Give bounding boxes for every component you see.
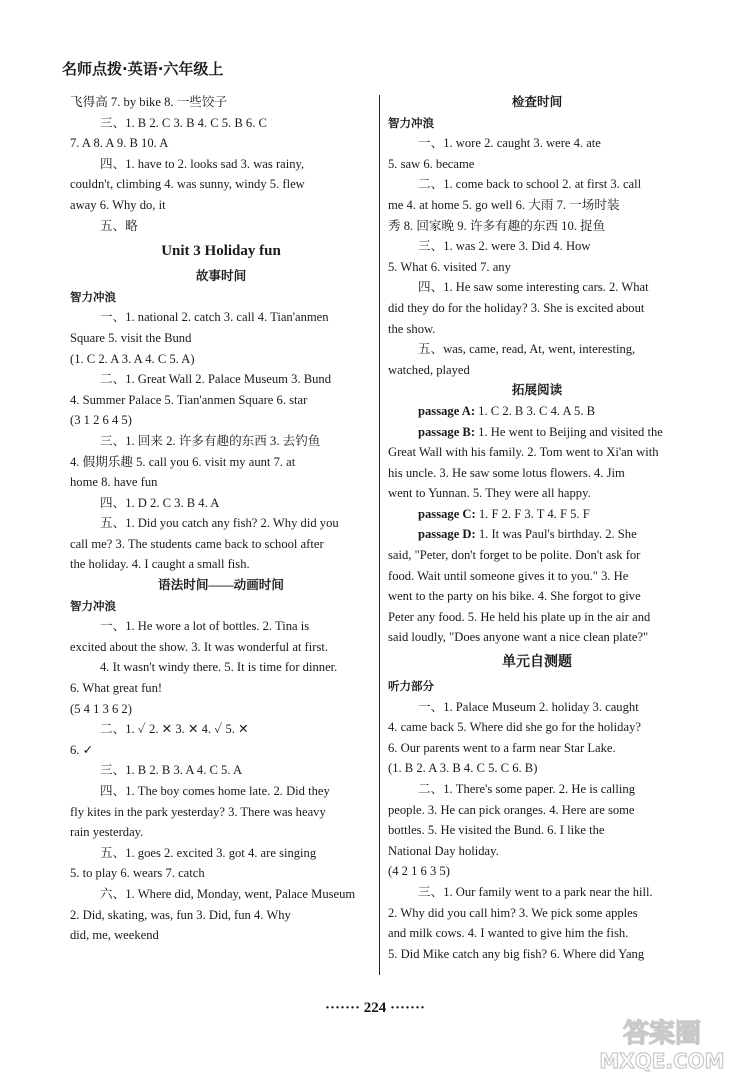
page-number: 224 [363, 1000, 387, 1016]
left-answer-column [70, 92, 372, 946]
left-column-line: did, me, weekend [70, 928, 159, 943]
passage-answers: 1. F 2. F 3. T 4. F 5. F [475, 506, 590, 521]
passage-answers: 1. It was Paul's birthday. 2. She [475, 527, 637, 542]
right-column-line: 拓展阅读 [511, 383, 563, 398]
right-column-line: said loudly, "Does anyone want a nice clean plate?" [388, 630, 649, 645]
right-column-line: (4 2 1 6 3 5) [388, 864, 450, 879]
left-column-line: 飞得高 7. by bike 8. 一些饺子 [70, 95, 228, 109]
right-column-line: 单元自测题 [502, 654, 572, 671]
right-column-line: 5. saw 6. became [388, 156, 475, 171]
left-column-line: 五、1. Did you catch any fish? 2. Why did you [100, 516, 339, 531]
right-column-line: 五、was, came, read, At, went, interesting, [418, 342, 636, 357]
right-column-line: Peter any food. 5. He held his plate up in the air and [388, 609, 651, 624]
right-column-line: 6. Our parents went to a farm near Star Lake. [388, 740, 616, 755]
left-column-line: 四、1. have to 2. looks sad 3. was rainy, [100, 156, 305, 171]
left-column-line: 智力冲浪 [70, 289, 116, 304]
left-column-line: (3 1 2 6 4 5) [70, 413, 132, 428]
right-column-line: said, "Peter, don't forget to be polite. Don't ask for [388, 548, 641, 563]
right-column-line: 智力冲浪 [388, 115, 434, 130]
right-column-line: 三、1. was 2. were 3. Did 4. How [418, 239, 591, 254]
right-column-line: 二、1. There's some paper. 2. He is calling [418, 782, 636, 796]
left-column-line: 三、1. 回来 2. 许多有趣的东西 3. 去钓鱼 [100, 433, 321, 448]
right-column-line: 5. Did Mike catch any big fish? 6. Where did Yang [388, 946, 645, 961]
column-divider [379, 95, 380, 975]
left-column-line: call me? 3. The students came back to school after [70, 536, 324, 551]
left-column-line: 5. to play 6. wears 7. catch [70, 866, 205, 881]
left-column-line: 语法时间——动画时间 [158, 578, 284, 593]
left-column-line: Unit 3 Holiday fun [161, 243, 281, 260]
right-column-line: and milk cows. 4. I wanted to give him the fish. [388, 926, 629, 941]
right-column-line: 四、1. He saw some interesting cars. 2. What [418, 280, 649, 295]
watermark-text-top: 答案圈 [622, 1019, 702, 1049]
left-column-line: home 8. have fun [70, 475, 158, 490]
right-column-line [388, 524, 686, 545]
left-column-line: 四、1. D 2. C 3. B 4. A [100, 495, 220, 510]
left-column-line: 四、1. The boy comes home late. 2. Did they [100, 784, 330, 798]
left-column-line: 智力冲浪 [70, 598, 116, 613]
left-column-line: 一、1. national 2. catch 3. call 4. Tian'anmen [100, 310, 329, 325]
watermark-text-bottom: MXQE.COM [599, 1049, 725, 1073]
right-column-line: Great Wall with his family. 2. Tom went to Xi'an with [388, 445, 659, 460]
right-column-line: people. 3. He can pick oranges. 4. Here are some [388, 802, 635, 817]
right-column-line: 一、1. wore 2. caught 3. were 4. ate [418, 136, 601, 151]
right-column-line: 检查时间 [511, 95, 563, 109]
right-column-line: went to Yunnan. 5. They were all happy. [388, 486, 591, 501]
left-column-line: the holiday. 4. I caught a small fish. [70, 557, 250, 572]
passage-label: passage A: [418, 403, 476, 418]
right-column-line: (1. B 2. A 3. B 4. C 5. C 6. B) [388, 761, 538, 776]
right-column-line: 三、1. Our family went to a park near the hill. [418, 884, 653, 899]
left-column-line: 7. A 8. A 9. B 10. A [70, 136, 169, 151]
right-column-line: food. Wait until someone gives it to you." 3. He [388, 568, 629, 583]
right-column-line: 4. came back 5. Where did she go for the holiday? [388, 720, 641, 735]
right-column-line: the show. [388, 321, 436, 336]
left-column-line: rain yesterday. [70, 825, 144, 840]
left-column-line: couldn't, climbing 4. was sunny, windy 5. flew [70, 177, 305, 192]
right-column-line: 二、1. come back to school 2. at first 3. call [418, 177, 642, 192]
left-column-line: 一、1. He wore a lot of bottles. 2. Tina is [100, 619, 310, 634]
left-column-line: 五、略 [100, 218, 138, 233]
right-answer-column [388, 92, 686, 964]
left-column-line: (1. C 2. A 3. A 4. C 5. A) [70, 351, 195, 366]
left-column-line: 2. Did, skating, was, fun 3. Did, fun 4. Why [70, 907, 291, 922]
right-column-line: 2. Why did you call him? 3. We pick some apples [388, 905, 638, 920]
left-column-line: 4. Summer Palace 5. Tian'anmen Square 6. star [70, 392, 308, 407]
passage-answers: 1. He went to Beijing and visited the [475, 424, 663, 439]
left-column-line: 6. What great fun! [70, 681, 163, 696]
left-column-line: Square 5. visit the Bund [70, 330, 192, 345]
right-column-line: National Day holiday. [388, 843, 499, 858]
right-column-line: watched, played [388, 362, 470, 377]
passage-label: passage D: [418, 527, 476, 542]
left-column-line: 三、1. B 2. B 3. A 4. C 5. A [100, 763, 243, 778]
right-column-line: went to the party on his bike. 4. She forgot to give [388, 589, 641, 604]
left-column-line: fly kites in the park yesterday? 3. There was heavy [70, 804, 326, 819]
left-column-line: 4. 假期乐趣 5. call you 6. visit my aunt 7. at [70, 454, 296, 469]
footer-dots-right: ······· [390, 1000, 426, 1016]
left-column-line: 故事时间 [195, 269, 247, 284]
right-column-line: 秀 8. 回家晚 9. 许多有趣的东西 10. 捉鱼 [388, 218, 606, 233]
left-column-line: 二、1. ✓ 2. ✕ 3. ✕ 4. ✓ 5. ✕ [100, 722, 249, 737]
right-column-line: 听力部分 [388, 679, 434, 694]
right-column-line: did they do for the holiday? 3. She is excited about [388, 300, 645, 315]
right-column-line [388, 504, 686, 525]
left-column-line: 4. It wasn't windy there. 5. It is time for dinner. [100, 660, 338, 675]
footer-dots-left: ······· [324, 1000, 360, 1016]
passage-answers: 1. C 2. B 3. C 4. A 5. B [475, 403, 596, 418]
book-title: 名师点拨·英语·六年级上 [62, 60, 224, 78]
left-column-line: 6. ✓ [70, 742, 94, 757]
watermark-logo [582, 1012, 742, 1076]
left-column-line: 二、1. Great Wall 2. Palace Museum 3. Bund [100, 372, 331, 387]
right-column-line: 5. What 6. visited 7. any [388, 259, 511, 274]
left-column-line: excited about the show. 3. It was wonderful at first. [70, 639, 328, 654]
right-column-line: his uncle. 3. He saw some lotus flowers. 4. Jim [388, 465, 625, 480]
left-column-line: 五、1. goes 2. excited 3. got 4. are singing [100, 845, 317, 860]
right-column-line: bottles. 5. He visited the Bund. 6. I like the [388, 823, 605, 838]
left-column-line: (5 4 1 3 6 2) [70, 701, 132, 716]
right-column-line: me 4. at home 5. go well 6. 大雨 7. 一场时装 [388, 197, 620, 212]
right-column-line [388, 422, 686, 443]
left-column-line: away 6. Why do, it [70, 197, 166, 212]
right-column-line: 一、1. Palace Museum 2. holiday 3. caught [418, 699, 639, 714]
left-column-line: 六、1. Where did, Monday, went, Palace Museum [100, 886, 356, 901]
left-column-line: 三、1. B 2. C 3. B 4. C 5. B 6. C [100, 115, 267, 130]
passage-label: passage B: [418, 424, 476, 439]
passage-label: passage C: [418, 506, 476, 521]
right-column-line [388, 401, 686, 422]
